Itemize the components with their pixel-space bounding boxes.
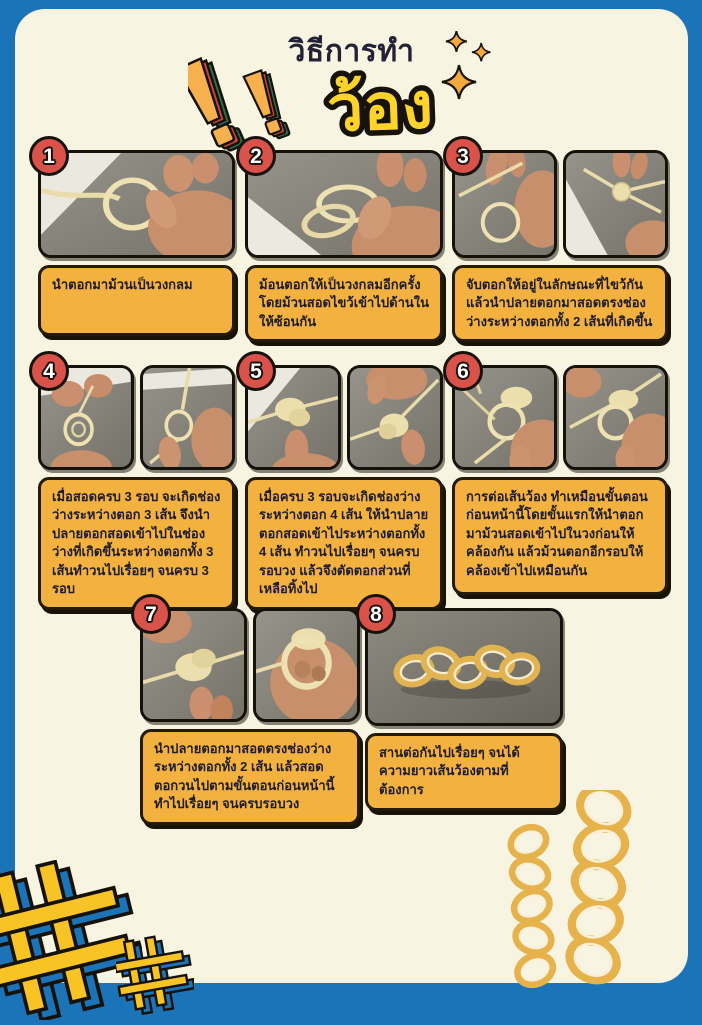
- step-5-photo-b: [347, 365, 443, 470]
- step-number: 1: [43, 144, 55, 168]
- step-number-badge: [236, 351, 276, 391]
- step-8: [365, 602, 563, 811]
- hashtag-icon-small: [116, 933, 194, 1022]
- step-number-badge: [443, 136, 483, 176]
- page-title: วิธีการทำ: [288, 35, 415, 68]
- step-caption-text: จับตอกให้อยู่ในลักษณะที่ไขว้กันแล้วนำปลายตอกมาสอดตรงช่องว่างระหว่างตอกทั้ง 2 เส้นที่เกิดขึ้น: [466, 277, 653, 329]
- step-caption-box: [452, 477, 668, 595]
- step-number: 3: [457, 144, 469, 168]
- step-number: 7: [145, 602, 157, 626]
- step-1: [38, 144, 235, 336]
- step-4: [38, 359, 235, 610]
- step-caption-box: [38, 265, 235, 336]
- step-number: 6: [457, 359, 469, 383]
- step-caption-text: นำตอกมาม้วนเป็นวงกลม: [52, 277, 193, 292]
- step-number-badge: [29, 351, 69, 391]
- step-caption-box: [38, 477, 235, 610]
- step-2-photo: [245, 150, 443, 258]
- step-3: [452, 144, 668, 342]
- step-caption-box: [245, 477, 443, 610]
- step-number: 2: [250, 144, 262, 168]
- step-number-badge: [29, 136, 69, 176]
- step-caption-box: [140, 729, 360, 825]
- step-1-photo: [38, 150, 235, 258]
- step-6: [452, 359, 668, 595]
- step-number-badge: [131, 594, 171, 634]
- sparkles-icon: [430, 31, 502, 118]
- step-number: 5: [250, 359, 262, 383]
- step-4-photo-b: [140, 365, 236, 470]
- step-caption-box: [245, 265, 443, 342]
- step-5: [245, 359, 443, 610]
- step-2: [245, 144, 443, 342]
- step-7: [140, 602, 360, 825]
- step-number: 8: [370, 602, 382, 626]
- svg-text:ว้อง: ว้อง: [325, 69, 434, 145]
- step-8-photo: [365, 608, 563, 726]
- step-number-badge: [236, 136, 276, 176]
- step-7-photo-b: [253, 608, 360, 722]
- step-caption-text: การต่อเส้นว้อง ทำเหมือนขั้นตอนก่อนหน้านี้โดยขั้นแรกให้นำตอกมาม้วนสอดเข้าไปในวงก่อนให้คล้องกัน แล้วม้วนตอกอีกรอบให้คล้องเข้าไปเหมือนกัน: [466, 489, 648, 578]
- step-caption-text: เมื่อสอดครบ 3 รอบ จะเกิดช่องว่างระหว่างตอก 3 เส้น จึงนำปลายตอกสอดเข้าไปในช่องว่างที่เกิดขึ้นระหว่างตอกทั้ง 3 เส้นทำวนไปเรื่อยๆ จนครบ 3 รอบ: [52, 489, 221, 597]
- step-caption-text: สานต่อกันไปเรื่อยๆ จนได้ความยาวเส้นว้องตามที่ต้องการ: [379, 745, 520, 797]
- step-caption-text: นำปลายตอกมาสอดตรงช่องว่างระหว่างตอกทั้ง 2 เส้น แล้วสอดตอกวนไปตามขั้นตอนก่อนหน้านี้ทำไปเรื่อยๆ จนครบรอบวง: [154, 741, 335, 812]
- step-number-badge: [356, 594, 396, 634]
- step-caption-text: ม้อนตอกให้เป็นวงกลมอีกครั้งโดยม้วนสอดไขว้เข้าไปด้านในให้ซ้อนกัน: [259, 277, 429, 329]
- woven-chain-photo: [498, 790, 650, 993]
- step-3-photo-b: [563, 150, 668, 258]
- step-number-badge: [443, 351, 483, 391]
- step-caption-text: เมื่อครบ 3 รอบจะเกิดช่องว่างระหว่างตอก 4 เส้น ให้นำปลายตอกสอดเข้าไประหว่างตอกทั้ง 4 เส้น ทำวนไปเรื่อยๆ จนครบรอบวง แล้วจึงตัดตอกส่วนที่เหลือทิ้งไป: [259, 489, 429, 597]
- step-caption-box: [452, 265, 668, 342]
- step-number: 4: [43, 359, 55, 383]
- step-6-photo-b: [563, 365, 668, 470]
